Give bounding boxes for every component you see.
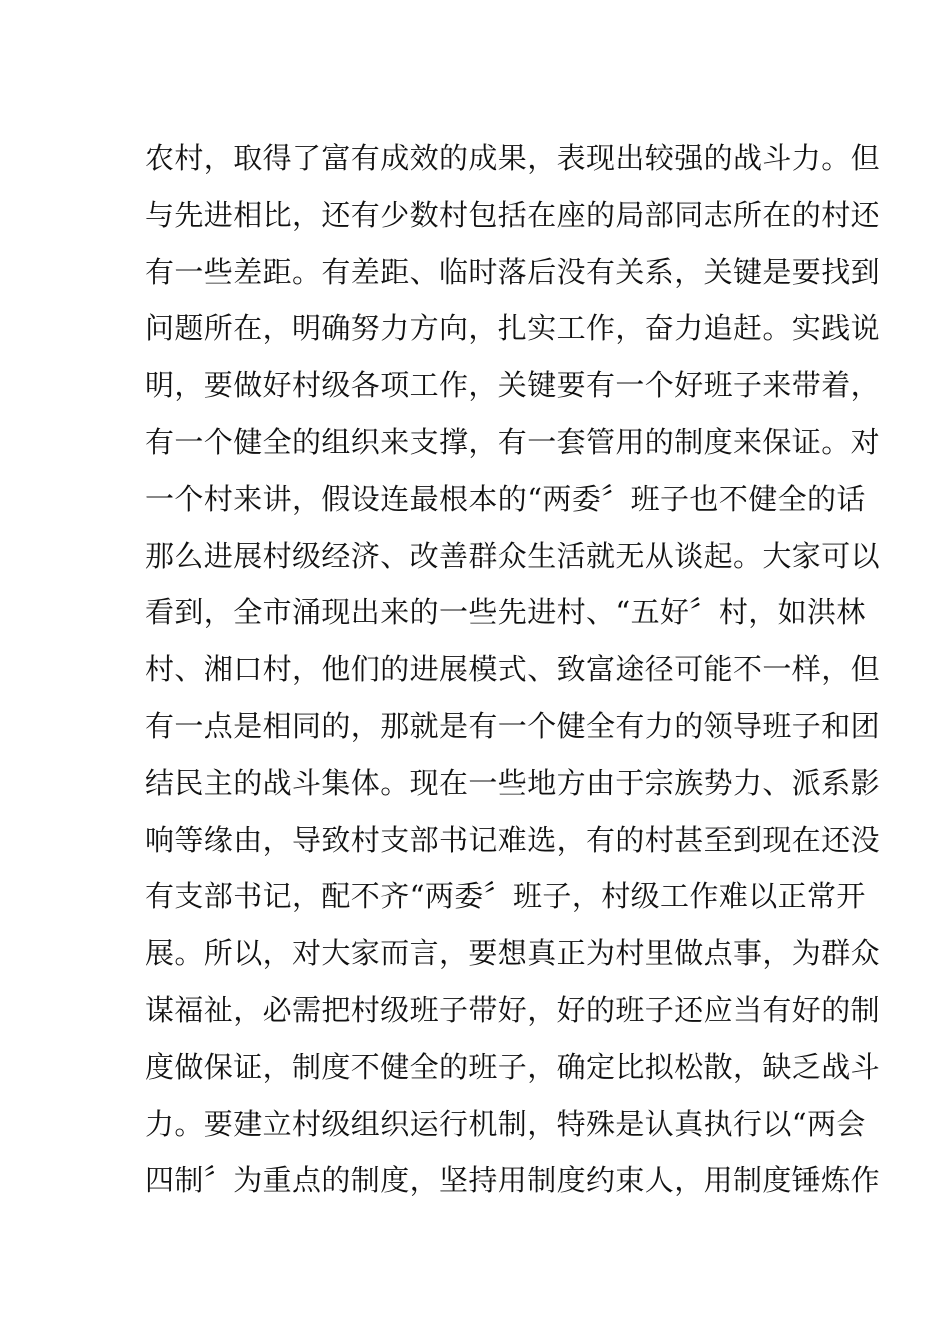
- text-line: 谋福祉，必需把村级班子带好，好的班子还应当有好的制: [145, 992, 881, 1027]
- text-line: 度做保证，制度不健全的班子，确定比拟松散，缺乏战斗: [145, 1049, 881, 1084]
- text-line: 看到，全市涌现出来的一些先进村、“五好〞村，如洪林: [145, 595, 866, 630]
- text-line: 展。所以，对大家而言，要想真正为村里做点事，为群众: [145, 936, 881, 971]
- text-line: 问题所在，明确努力方向，扎实工作，奋力追赶。实践说: [145, 311, 881, 346]
- text-line: 明，要做好村级各项工作，关键要有一个好班子来带着，: [145, 368, 881, 403]
- text-line: 农村，取得了富有成效的成果，表现出较强的战斗力。但: [145, 141, 881, 175]
- text-line: 一个村来讲，假设连最根本的“两委〞班子也不健全的话: [145, 481, 866, 516]
- text-line: 与先进相比，还有少数村包括在座的局部同志所在的村还: [145, 197, 881, 232]
- text-line: 村、湘口村，他们的进展模式、致富途径可能不一样，但: [145, 652, 881, 687]
- text-line: 四制〞为重点的制度，坚持用制度约束人，用制度锤炼作: [145, 1163, 881, 1198]
- text-line: 有一个健全的组织来支撑，有一套管用的制度来保证。对: [145, 424, 881, 459]
- text-line: 有一点是相同的，那就是有一个健全有力的领导班子和团: [145, 708, 881, 743]
- text-line: 力。要建立村级组织运行机制，特殊是认真执行以“两会: [145, 1106, 866, 1141]
- body-paragraph: [145, 130, 881, 1209]
- text-line: 有一些差距。有差距、临时落后没有关系，关键是要找到: [145, 254, 881, 289]
- text-line: 有支部书记，配不齐“两委〞班子，村级工作难以正常开: [145, 879, 866, 914]
- text-line: 那么进展村级经济、改善群众生活就无从谈起。大家可以: [145, 538, 881, 573]
- text-line: 响等缘由，导致村支部书记难选，有的村甚至到现在还没: [145, 822, 881, 857]
- text-line: 结民主的战斗集体。现在一些地方由于宗族势力、派系影: [145, 765, 881, 800]
